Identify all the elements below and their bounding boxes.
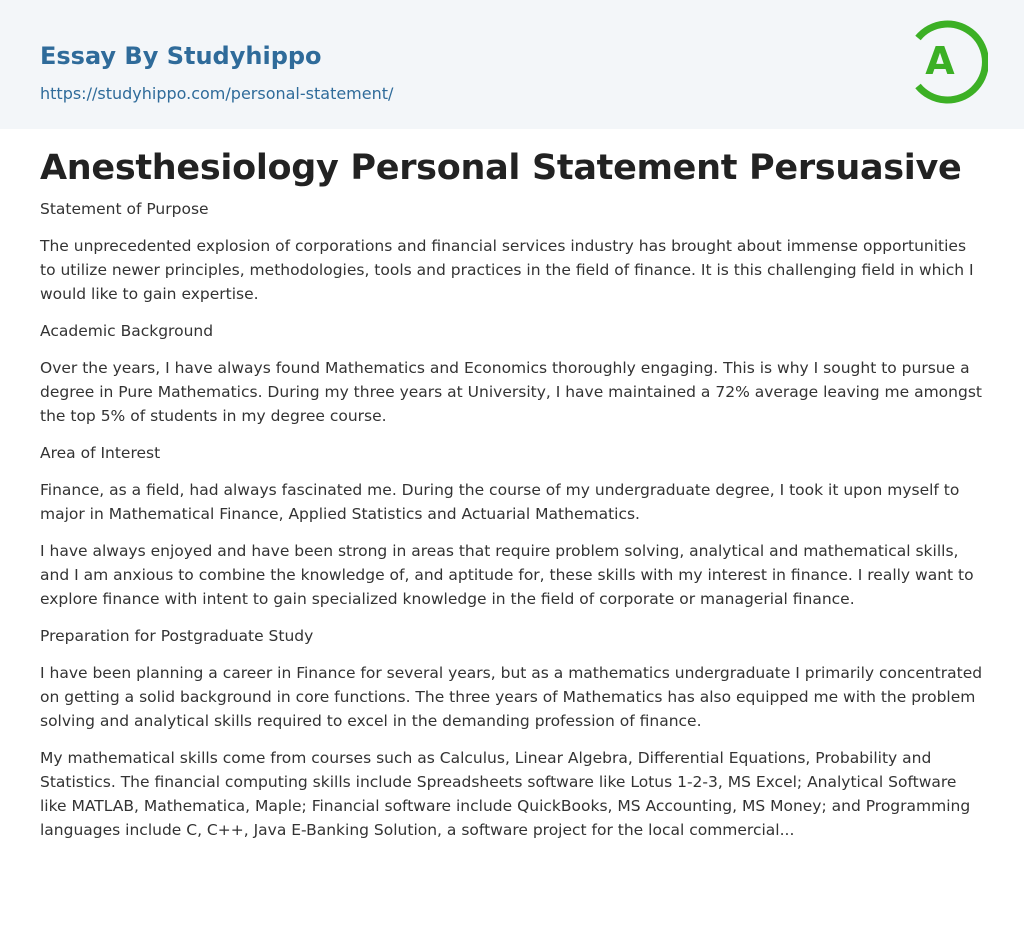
page-title: Anesthesiology Personal Statement Persuasive [40,148,962,188]
paragraph: The unprecedented explosion of corporations and financial services industry has brought about immense opportunities to utilize newer principles, methodologies, tools and practices in the field of finance. It is this challenging field in which I would like to gain expertise. [40,237,974,303]
paragraph: I have always enjoyed and have been strong in areas that require problem solving, analytical and mathematical skills, and I am anxious to combine the knowledge of, and aptitude for, these skills with my interest in finance. I really want to explore finance with intent to gain specialized knowledge in the field of corporate or managerial finance. [40,542,974,608]
paragraph: Over the years, I have always found Mathematics and Economics thoroughly engaging. This is why I sought to pursue a degree in Pure Mathematics. During my three years at University, I have maintained a 72% average leaving me amongst the top 5% of students in my degree course. [40,359,982,425]
section-heading: Area of Interest [40,444,161,462]
section-heading: Statement of Purpose [40,200,209,218]
section-heading: Preparation for Postgraduate Study [40,627,314,645]
logo-letter: A [925,39,955,83]
article-body [40,197,985,842]
paragraph: My mathematical skills come from courses such as Calculus, Linear Algebra, Differential Equations, Probability and Statistics. The financial computing skills include Spreadsheets software like Lotus 1-2-3, MS Excel; Analytical Software like MATLAB, Mathematica, Maple; Financial software include QuickBooks, MS Accounting, MS Money; and Programming languages include C, C++, Java E-Banking Solution, a software project for the local commercial... [40,749,971,839]
paragraph: I have been planning a career in Finance for several years, but as a mathematics undergraduate I primarily concentrated on getting a solid background in core functions. The three years of Mathematics has also equipped me with the problem solving and analytical skills required to excel in the demanding profession of finance. [40,664,983,730]
source-url-link[interactable]: https://studyhippo.com/personal-statement/ [40,84,394,103]
brand-title[interactable]: Essay By Studyhippo [40,42,322,70]
section-heading: Academic Background [40,322,214,340]
paragraph: Finance, as a field, had always fascinated me. During the course of my undergraduate degree, I took it upon myself to major in Mathematical Finance, Applied Statistics and Actuarial Mathematics. [40,481,960,523]
